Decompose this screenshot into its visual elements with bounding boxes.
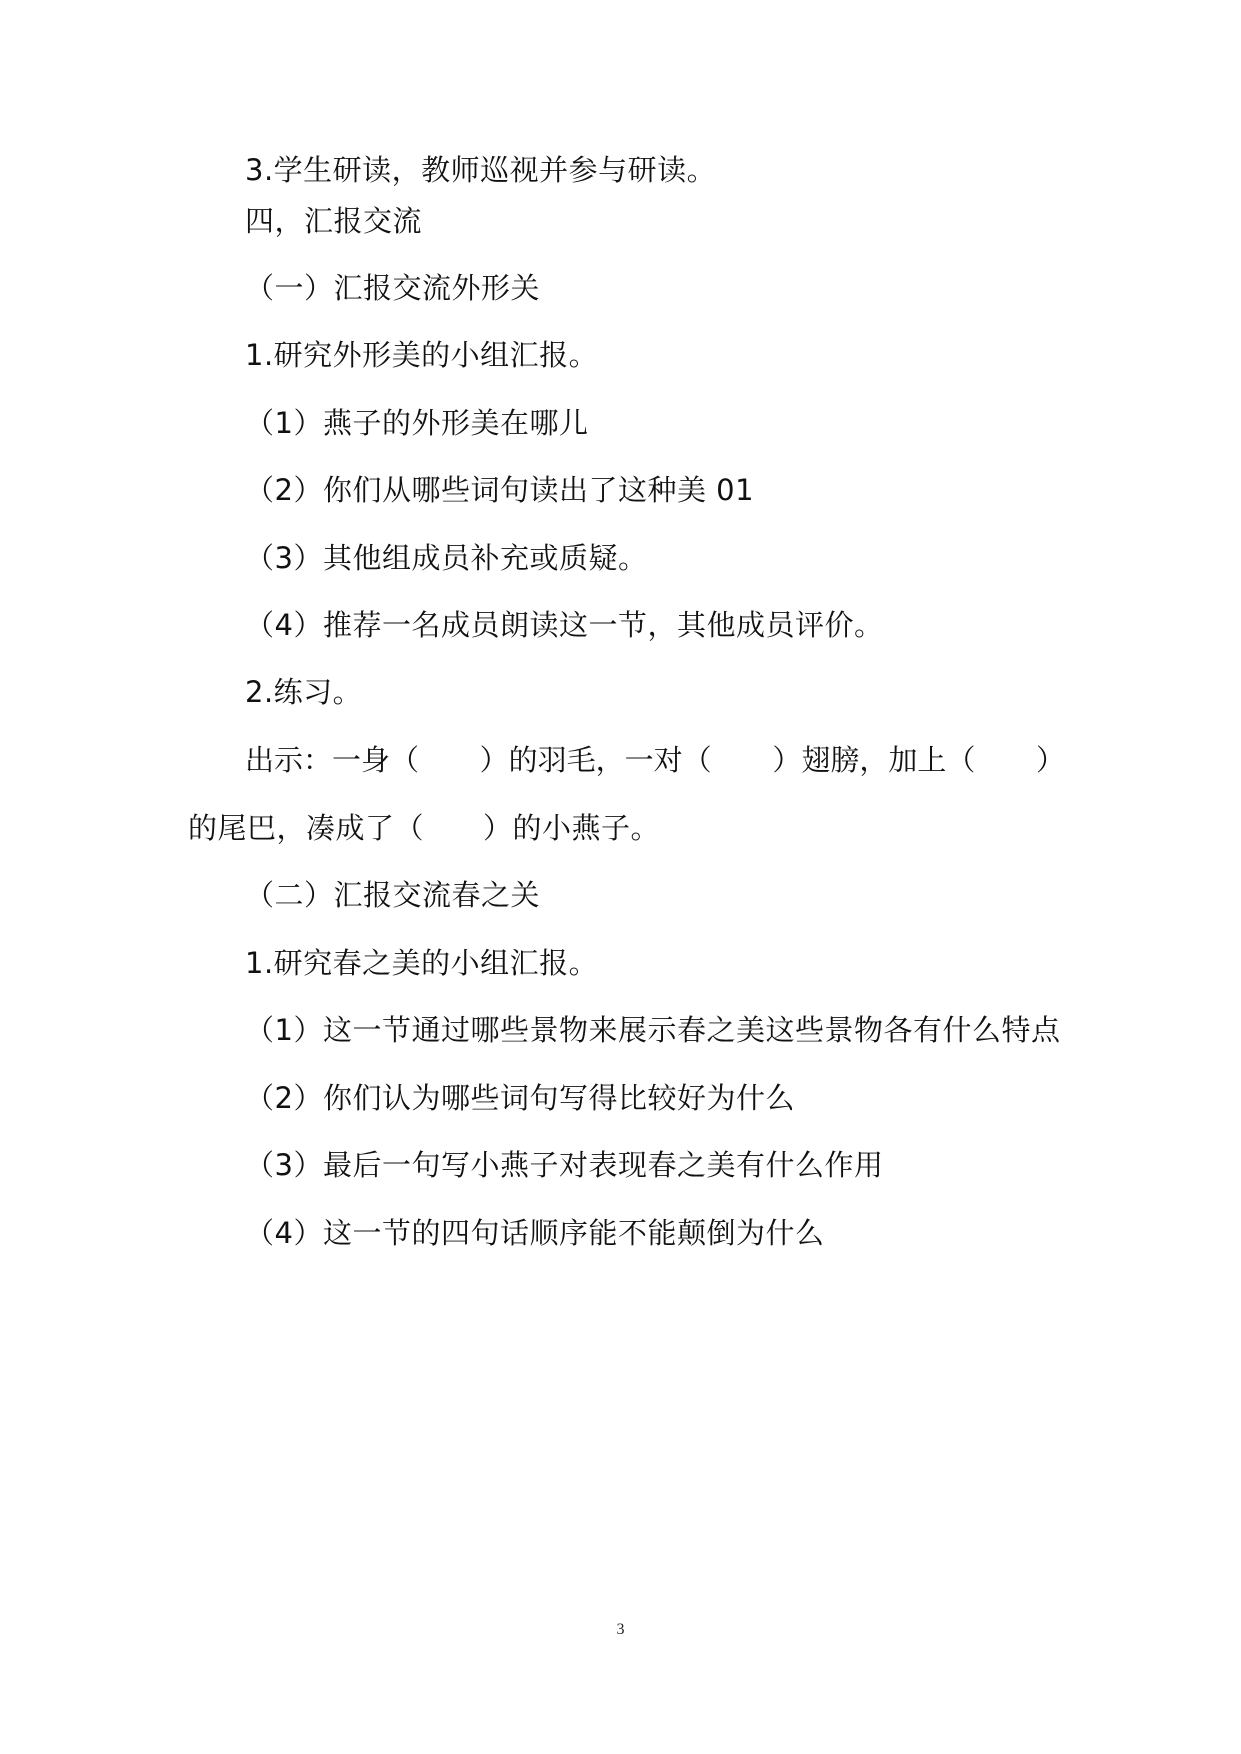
text-line: 1.研究春之美的小组汇报。 <box>245 946 599 980</box>
list-item: （2）你们认为哪些词句写得比较好为什么 <box>245 1081 795 1115</box>
exercise-fill-in-line <box>245 740 1065 780</box>
list-item: （3）其他组成员补充或质疑。 <box>245 541 648 575</box>
text-line: 1.研究外形美的小组汇报。 <box>245 338 599 372</box>
list-item: （1）这一节通过哪些景物来展示春之美这些景物各有什么特点 <box>245 1013 1061 1047</box>
list-item: （2）你们从哪些词句读出了这种美 01 <box>245 473 755 507</box>
subsection-heading: （二）汇报交流春之关 <box>245 878 541 912</box>
list-item: （1）燕子的外形美在哪儿 <box>245 406 589 440</box>
exercise-continuation: 的尾巴，凑成了（ ）的小燕子。 <box>188 811 661 845</box>
text-line: 3.学生研读，教师巡视并参与研读。 <box>245 153 717 187</box>
section-heading: 四，汇报交流 <box>245 204 423 238</box>
exercise-part: ）翅膀，加上（ <box>772 743 976 777</box>
subsection-heading: （一）汇报交流外形关 <box>245 271 541 305</box>
exercise-part: ） <box>1035 743 1065 777</box>
exercise-part: ）的羽毛，一对（ <box>479 743 712 777</box>
list-item: （4）这一节的四句话顺序能不能颠倒为什么 <box>245 1216 825 1250</box>
list-item: （3）最后一句写小燕子对表现春之美有什么作用 <box>245 1148 884 1182</box>
exercise-part: 出示：一身（ <box>245 743 420 777</box>
text-line: 2.练习。 <box>245 675 363 709</box>
page-number: 3 <box>616 1621 625 1638</box>
list-item: （4）推荐一名成员朗读这一节，其他成员评价。 <box>245 608 884 642</box>
